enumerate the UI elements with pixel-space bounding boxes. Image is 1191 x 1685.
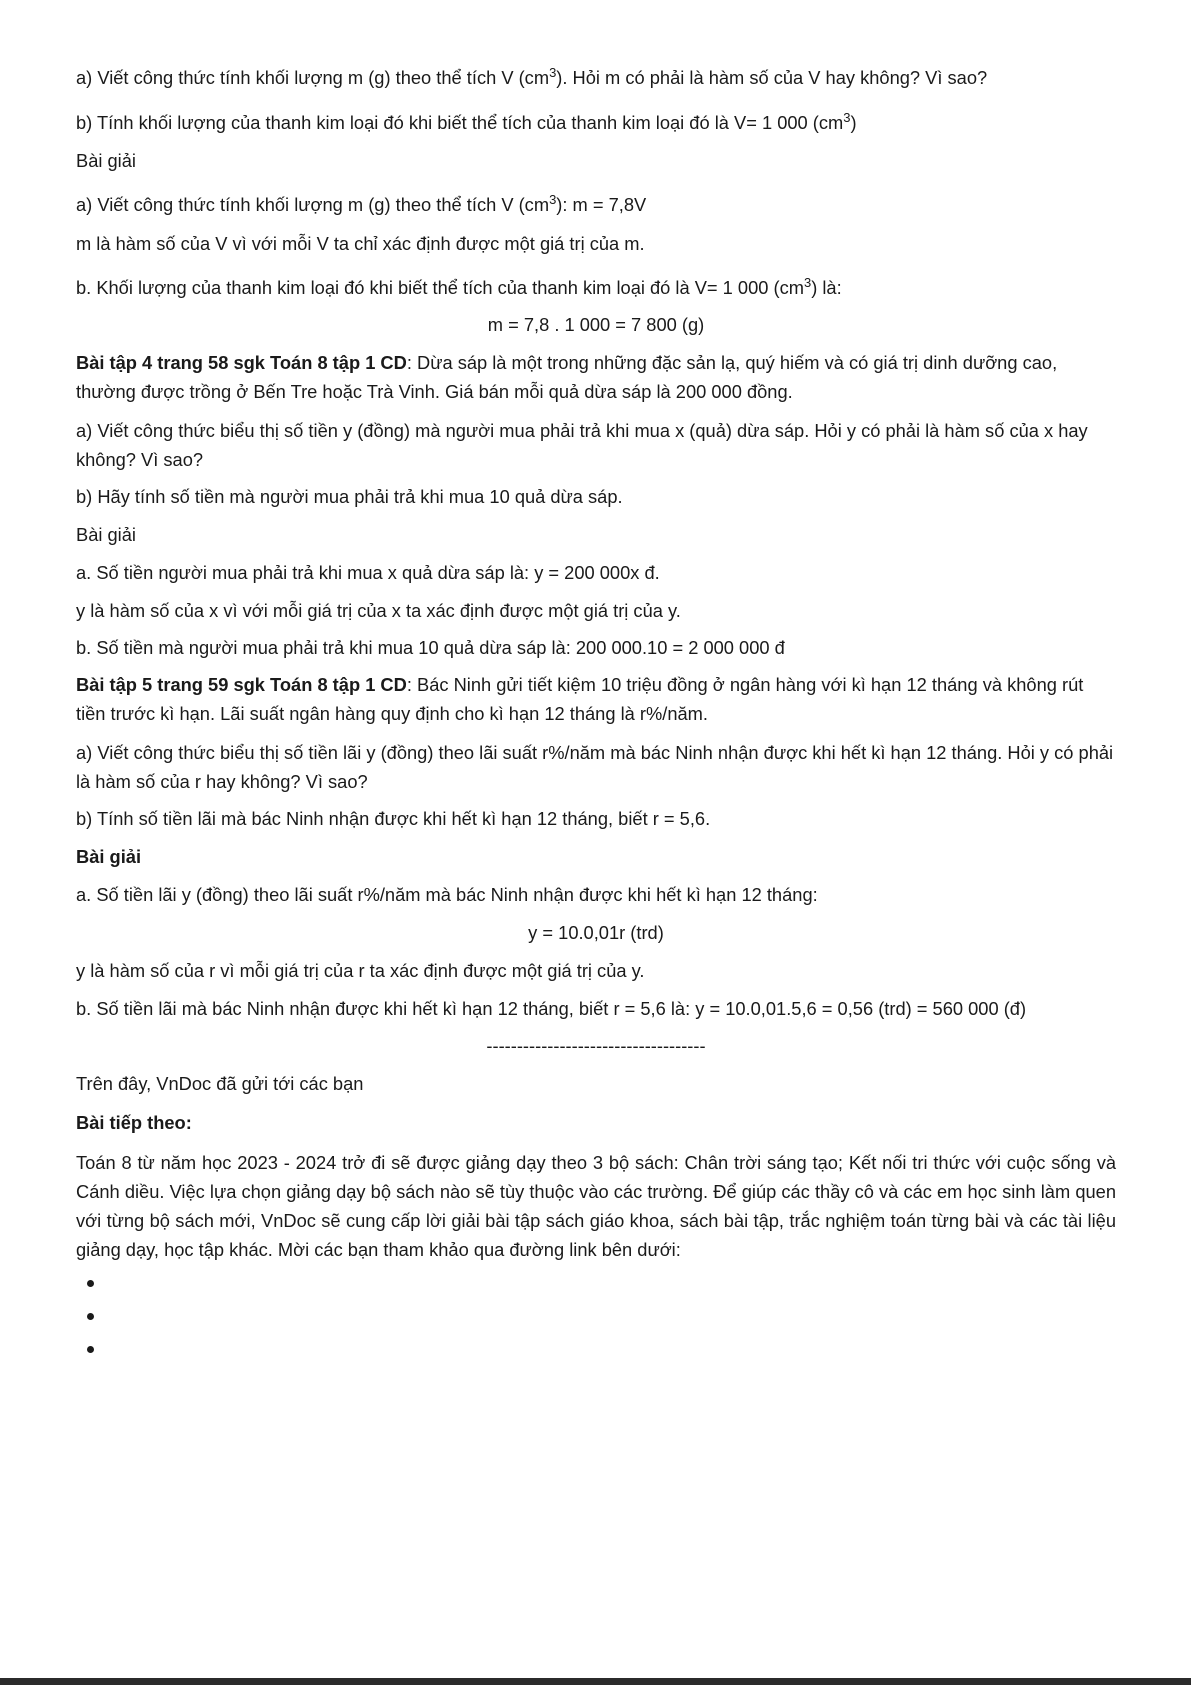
list-bullet	[87, 1346, 94, 1353]
exercise-5-solution-heading: Bài giải	[76, 846, 142, 867]
text-span: a) Viết công thức tính khối lượng m (g) theo thể tích V (cm	[76, 194, 550, 215]
text-span: ). Hỏi m có phải là hàm số của V hay không? Vì sao?	[556, 67, 988, 88]
question-b-line	[76, 108, 857, 137]
exercise-5-answer-a-explain: y là hàm số của r vì mỗi giá trị của r ta xác định được một giá trị của y.	[76, 960, 645, 981]
exercise-5-statement	[76, 670, 1116, 728]
superscript: 3	[549, 65, 557, 80]
text-span: b. Khối lượng của thanh kim loại đó khi biết thể tích của thanh kim loại đó là V= 1 000 (cm	[76, 277, 804, 298]
separator-line: ------------------------------------	[486, 1035, 706, 1056]
text-span: a) Viết công thức tính khối lượng m (g) theo thể tích V (cm	[76, 67, 550, 88]
text-span: )	[850, 112, 857, 133]
text-span: b) Tính khối lượng của thanh kim loại đó khi biết thể tích của thanh kim loại đó là V= 1 000 (cm	[76, 112, 844, 133]
exercise-5-formula: y = 10.0,01r (trd)	[528, 922, 664, 943]
exercise-5-question-a: a) Viết công thức biểu thị số tiền lãi y (đồng) theo lãi suất r%/năm mà bác Ninh nhận được khi hết kì hạn 12 tháng. Hỏi y có phải là hàm số của r hay không? Vì sao?	[76, 742, 1114, 792]
exercise-4-answer-a-explain: y là hàm số của x vì với mỗi giá trị của x ta xác định được một giá trị của y.	[76, 600, 681, 621]
superscript: 3	[803, 275, 812, 290]
exercise-4-solution-heading: Bài giải	[76, 524, 136, 545]
exercise-4-body: : Dừa sáp là một trong những đặc sản lạ, quý hiếm và có giá trị dinh dưỡng cao, thường được trồng ở Bến Tre hoặc Trà Vinh. Giá bán mỗi quả dừa sáp là 200 000 đồng.	[76, 352, 1058, 402]
exercise-4-question-a: a) Viết công thức biểu thị số tiền y (đồng) mà người mua phải trả khi mua x (quả) dừa sáp. Hỏi y có phải là hàm số của x hay không? Vì sao?	[76, 420, 1088, 470]
superscript: 3	[843, 110, 851, 125]
list-bullet	[87, 1313, 94, 1320]
answer-a-explain: m là hàm số của V vì với mỗi V ta chỉ xác định được một giá trị của m.	[76, 233, 645, 254]
exercise-5-answer-b: b. Số tiền lãi mà bác Ninh nhận được khi hết kì hạn 12 tháng, biết r = 5,6 là: y = 10.0,01.5,6 = 0,56 (trd) = 560 000 (đ)	[76, 998, 1027, 1019]
intro-paragraph: Toán 8 từ năm học 2023 - 2024 trở đi sẽ được giảng dạy theo 3 bộ sách: Chân trời sáng tạo; Kết nối tri thức với cuộc sống và Cánh diều. Việc lựa chọn giảng dạy bộ sách nào sẽ tùy thuộc vào các trường. Để giúp các thầy cô và các em học sinh làm quen với từng bộ sách mới, VnDoc sẽ cung cấp lời giải bài tập sách giáo khoa, sách bài tập, trắc nghiệm toán từng bài và các tài liệu giảng dạy, học tập khác. Mời các bạn tham khảo qua đường link bên dưới:	[76, 1152, 1116, 1260]
answer-b-line	[76, 273, 842, 302]
next-lesson-heading: Bài tiếp theo:	[76, 1112, 192, 1133]
exercise-5-answer-a: a. Số tiền lãi y (đồng) theo lãi suất r%/năm mà bác Ninh nhận được khi hết kì hạn 12 tháng:	[76, 884, 818, 905]
text-span: ) là:	[811, 277, 842, 298]
exercise-4-question-b: b) Hãy tính số tiền mà người mua phải trả khi mua 10 quả dừa sáp.	[76, 486, 623, 507]
closing-text: Trên đây, VnDoc đã gửi tới các bạn	[76, 1073, 364, 1094]
superscript: 3	[549, 192, 557, 207]
exercise-4-answer-a: a. Số tiền người mua phải trả khi mua x quả dừa sáp là: y = 200 000x đ.	[76, 562, 660, 583]
answer-b-formula: m = 7,8 . 1 000 = 7 800 (g)	[487, 314, 705, 335]
answer-a-line	[76, 190, 646, 219]
exercise-4-title: Bài tập 4 trang 58 sgk Toán 8 tập 1 CD	[76, 352, 407, 373]
text-span: ): m = 7,8V	[556, 194, 647, 215]
exercise-5-body: : Bác Ninh gửi tiết kiệm 10 triệu đồng ở ngân hàng với kì hạn 12 tháng và không rút tiền trước kì hạn. Lãi suất ngân hàng quy định cho kì hạn 12 tháng là r%/năm.	[76, 674, 1084, 724]
exercise-5-question-b: b) Tính số tiền lãi mà bác Ninh nhận được khi hết kì hạn 12 tháng, biết r = 5,6.	[76, 808, 711, 829]
exercise-4-statement	[76, 348, 1116, 406]
exercise-4-answer-b: b. Số tiền mà người mua phải trả khi mua 10 quả dừa sáp là: 200 000.10 = 2 000 000 đ	[76, 637, 785, 658]
exercise-5-title: Bài tập 5 trang 59 sgk Toán 8 tập 1 CD	[76, 674, 407, 695]
question-a-line	[76, 63, 987, 92]
list-bullet	[87, 1280, 94, 1287]
solution-heading: Bài giải	[76, 150, 136, 171]
page-bottom-border	[0, 1678, 1191, 1685]
